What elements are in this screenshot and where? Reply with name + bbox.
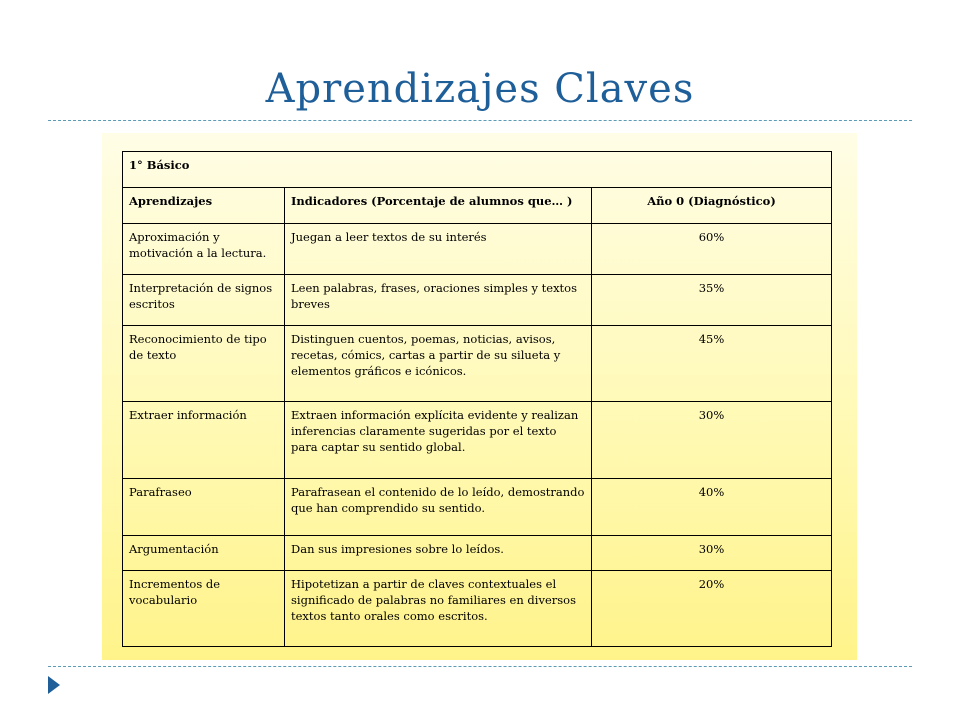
indicador-cell: Dan sus impresiones sobre lo leídos. (285, 536, 592, 571)
slide-title: Aprendizajes Claves (265, 66, 695, 112)
aprendizaje-cell: Aproximación y motivación a la lectura. (123, 224, 285, 275)
aprendizaje-cell: Argumentación (123, 536, 285, 571)
valor-cell: 40% (592, 479, 832, 536)
level-header: 1° Básico (123, 152, 832, 188)
column-header-row (123, 188, 832, 224)
valor-cell: 30% (592, 536, 832, 571)
level-header-row (123, 152, 832, 188)
indicador-cell: Distinguen cuentos, poemas, noticias, avisos, recetas, cómics, cartas a partir de su silueta y elementos gráficos e icónicos. (285, 326, 592, 402)
valor-cell: 60% (592, 224, 832, 275)
column-header: Aprendizajes (123, 188, 285, 224)
indicador-cell: Hipotetizan a partir de claves contextuales el significado de palabras no familiares en diversos textos tanto orales como escritos. (285, 571, 592, 647)
column-header: Indicadores (Porcentaje de alumnos que… ) (285, 188, 592, 224)
valor-cell: 35% (592, 275, 832, 326)
table-row (123, 536, 832, 571)
aprendizaje-cell: Extraer información (123, 402, 285, 479)
aprendizaje-cell: Reconocimiento de tipo de texto (123, 326, 285, 402)
table-row (123, 402, 832, 479)
indicador-cell: Leen palabras, frases, oraciones simples y textos breves (285, 275, 592, 326)
aprendizaje-cell: Parafraseo (123, 479, 285, 536)
table-row (123, 571, 832, 647)
top-divider (48, 120, 912, 121)
aprendizaje-cell: Interpretación de signos escritos (123, 275, 285, 326)
learning-table (122, 151, 832, 647)
indicador-cell: Parafrasean el contenido de lo leído, demostrando que han comprendido su sentido. (285, 479, 592, 536)
aprendizaje-cell: Incrementos de vocabulario (123, 571, 285, 647)
table-row (123, 479, 832, 536)
valor-cell: 20% (592, 571, 832, 647)
table-row (123, 275, 832, 326)
table-row (123, 326, 832, 402)
column-header: Año 0 (Diagnóstico) (592, 188, 832, 224)
valor-cell: 45% (592, 326, 832, 402)
triangle-bullet-icon (48, 676, 60, 694)
bottom-divider (48, 666, 912, 667)
indicador-cell: Extraen información explícita evidente y realizan inferencias claramente sugeridas por el texto para captar su sentido global. (285, 402, 592, 479)
table-row (123, 224, 832, 275)
valor-cell: 30% (592, 402, 832, 479)
indicador-cell: Juegan a leer textos de su interés (285, 224, 592, 275)
